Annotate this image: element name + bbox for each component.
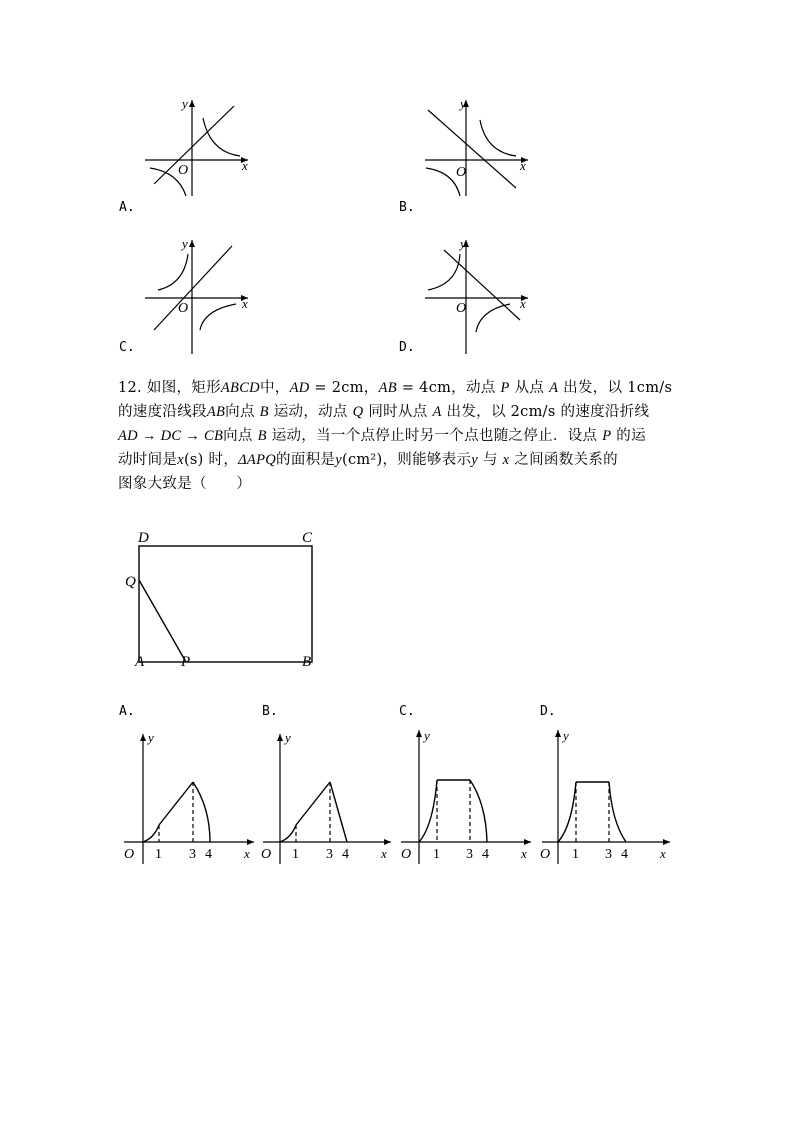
text: 向点 xyxy=(223,428,258,444)
q12-option-b-label[interactable]: B. xyxy=(262,704,278,719)
math: AB xyxy=(206,404,226,420)
point-a: A xyxy=(135,654,145,670)
question-number: 12. xyxy=(118,380,142,396)
text: (cm²)，则能够表示 xyxy=(341,452,472,468)
point-b: B xyxy=(302,654,312,670)
x-axis-label: x xyxy=(520,158,526,173)
q12-option-d-label[interactable]: D. xyxy=(540,704,556,719)
q12-graph-b xyxy=(257,730,397,864)
text: 的速度沿线段 xyxy=(118,404,207,420)
text: 向点 xyxy=(225,404,260,420)
math: AD → DC → CB xyxy=(118,428,224,444)
origin-label: O xyxy=(178,163,189,178)
tick-label: 1 xyxy=(572,847,579,862)
x-axis-label: x xyxy=(660,846,666,861)
y-axis-label: y xyxy=(285,730,291,745)
text: 运动，当一个点停止时另一个点也随之停止．设点 xyxy=(266,428,603,444)
q11-graph-a xyxy=(140,96,260,196)
math: ΔAPQ xyxy=(238,452,277,468)
y-axis-label: y xyxy=(182,96,188,111)
y-axis-label: y xyxy=(460,236,466,251)
y-axis-label: y xyxy=(182,236,188,251)
y-axis-label: y xyxy=(460,96,466,111)
origin-label: O xyxy=(124,847,135,862)
q11-graph-b xyxy=(420,96,540,196)
tick-label: 1 xyxy=(292,847,299,862)
q12-line-4 xyxy=(118,448,698,472)
origin-label: O xyxy=(456,165,467,180)
math: B xyxy=(257,428,267,444)
origin-label: O xyxy=(456,301,467,316)
q12-question-text xyxy=(118,376,698,496)
text: 的运 xyxy=(611,428,646,444)
tick-label: 4 xyxy=(342,847,349,862)
tick-label: 1 xyxy=(155,847,162,862)
q12-graph-c xyxy=(395,726,535,864)
text: = 2cm， xyxy=(309,380,379,396)
math: P xyxy=(602,428,612,444)
math: P xyxy=(500,380,510,396)
x-axis-label: x xyxy=(520,296,526,311)
text: 出发，以 2cm/s 的速度沿折线 xyxy=(441,404,650,420)
text: 同时从点 xyxy=(363,404,433,420)
y-axis-label: y xyxy=(563,728,569,743)
text: 与 xyxy=(478,452,503,468)
q12-line-5: 图象大致是（ ） xyxy=(118,476,252,492)
q12-line-1 xyxy=(118,376,698,400)
y-axis-label: y xyxy=(148,730,154,745)
q11-option-d-label[interactable]: D. xyxy=(399,340,415,355)
tick-label: 3 xyxy=(605,847,612,862)
x-axis-label: x xyxy=(242,296,248,311)
math: A xyxy=(549,380,559,396)
point-d: D xyxy=(138,530,149,546)
q12-line-2 xyxy=(118,400,698,424)
q12-option-c-label[interactable]: C. xyxy=(399,704,415,719)
q12-graph-a xyxy=(118,730,258,864)
tick-label: 4 xyxy=(482,847,489,862)
math: x xyxy=(177,452,184,468)
q11-option-a-label[interactable]: A. xyxy=(119,200,135,215)
text: 的面积是 xyxy=(276,452,336,468)
text: 出发，以 1cm/s xyxy=(558,380,673,396)
math: x xyxy=(502,452,510,468)
tick-label: 3 xyxy=(326,847,333,862)
point-c: C xyxy=(302,530,313,546)
text: 运动，动点 xyxy=(268,404,353,420)
math: A xyxy=(432,404,442,420)
q12-line-3 xyxy=(118,424,698,448)
q11-option-c-label[interactable]: C. xyxy=(119,340,135,355)
math: y xyxy=(335,452,342,468)
tick-label: 3 xyxy=(466,847,473,862)
q11-option-b-label[interactable]: B. xyxy=(399,200,415,215)
math: B xyxy=(259,404,269,420)
text: 之间函数关系的 xyxy=(509,452,618,468)
origin-label: O xyxy=(178,301,189,316)
tick-label: 3 xyxy=(189,847,196,862)
text: (s) 时， xyxy=(183,452,239,468)
math: Q xyxy=(352,404,364,420)
q12-graph-d xyxy=(536,726,676,864)
text: 从点 xyxy=(509,380,550,396)
math: AB xyxy=(378,380,397,396)
math: ABCD xyxy=(220,380,260,396)
math: AD xyxy=(289,380,310,396)
q12-option-a-label[interactable]: A. xyxy=(119,704,135,719)
point-p: P xyxy=(181,654,191,670)
x-axis-label: x xyxy=(381,846,387,861)
text: = 4cm，动点 xyxy=(396,380,501,396)
tick-label: 4 xyxy=(205,847,212,862)
origin-label: O xyxy=(401,847,412,862)
origin-label: O xyxy=(540,847,551,862)
math: y xyxy=(471,452,479,468)
point-q: Q xyxy=(125,574,136,590)
q11-graph-c xyxy=(140,236,260,354)
text: 如图，矩形 xyxy=(146,380,221,396)
text: 动时间是 xyxy=(118,452,178,468)
rectangle-figure xyxy=(120,526,330,672)
x-axis-label: x xyxy=(244,846,250,861)
tick-label: 1 xyxy=(433,847,440,862)
text: 中， xyxy=(259,380,290,396)
x-axis-label: x xyxy=(521,846,527,861)
tick-label: 4 xyxy=(621,847,628,862)
q11-graph-d xyxy=(420,236,540,354)
x-axis-label: x xyxy=(242,158,248,173)
origin-label: O xyxy=(261,847,272,862)
y-axis-label: y xyxy=(424,728,430,743)
